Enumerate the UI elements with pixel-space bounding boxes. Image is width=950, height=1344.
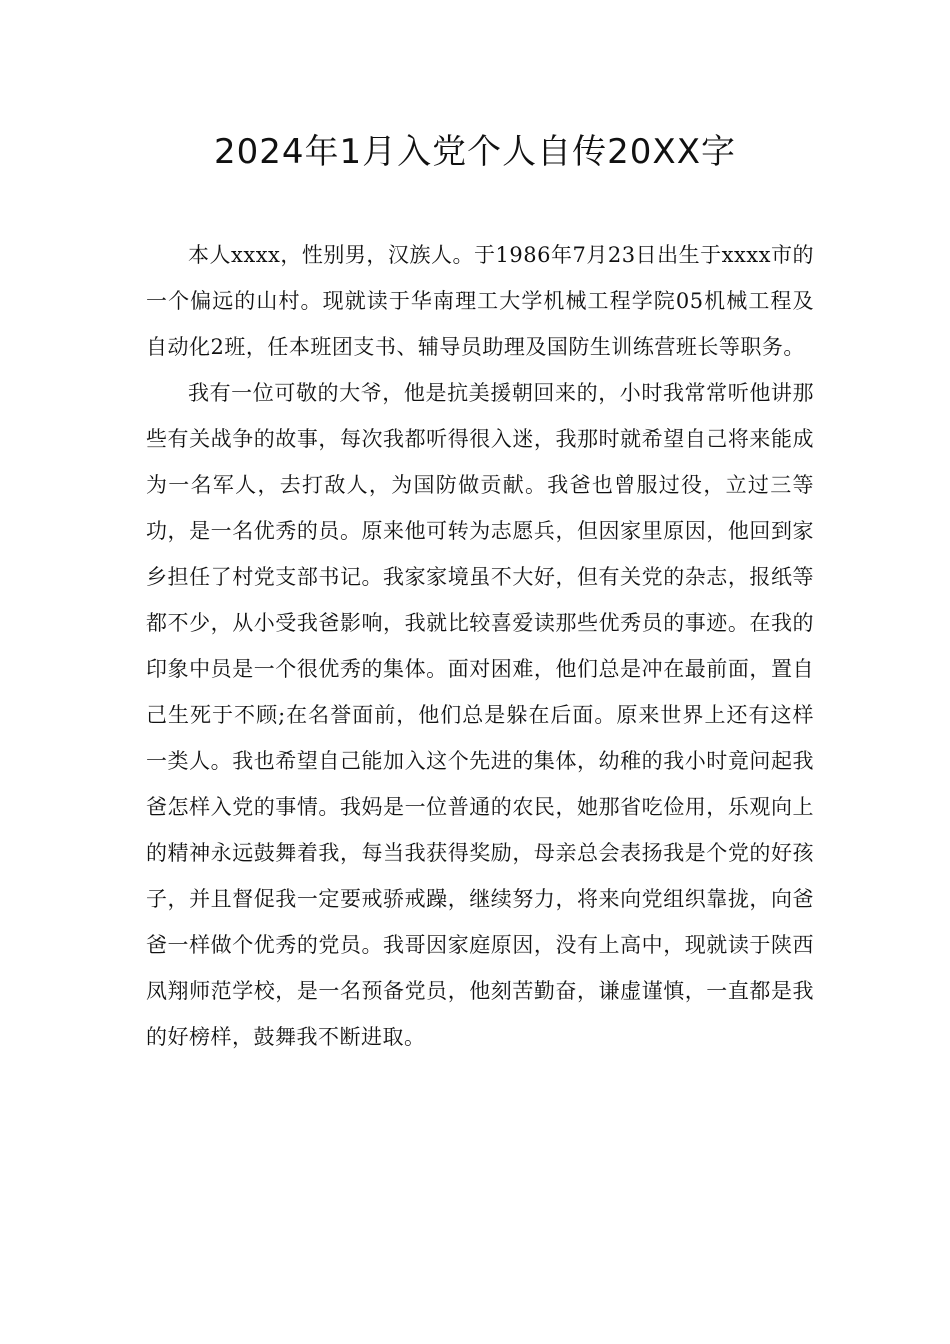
paragraph-intro: 本人xxxx，性别男，汉族人。于1986年7月23日出生于xxxx市的一个偏远的山村。现就读于华南理工大学机械工程学院05机械工程及自动化2班，任本班团支书、辅导员助理及国防生训练营班长等职务。 [146,243,814,359]
document-title: 2024年1月入党个人自传20XX字 [213,132,736,172]
document-body [146,232,814,1060]
paragraph-family-background: 我有一位可敬的大爷，他是抗美援朝回来的，小时我常常听他讲那些有关战争的故事，每次我都听得很入迷，我那时就希望自己将来能成为一名军人，去打敌人，为国防做贡献。我爸也曾服过役，立过三等功，是一名优秀的员。原来他可转为志愿兵，但因家里原因，他回到家乡担任了村党支部书记。我家家境虽不大好，但有关党的杂志，报纸等都不少，从小受我爸影响，我就比较喜爱读那些优秀员的事迹。在我的印象中员是一个很优秀的集体。面对困难，他们总是冲在最前面，置自己生死于不顾;在名誉面前，他们总是躲在后面。原来世界上还有这样一类人。我也希望自己能加入这个先进的集体，幼稚的我小时竟问起我爸怎样入党的事情。我妈是一位普通的农民，她那省吃俭用，乐观向上的精神永远鼓舞着我，每当我获得奖励，母亲总会表扬我是个党的好孩子，并且督促我一定要戒骄戒躁，继续努力，将来向党组织靠拢，向爸爸一样做个优秀的党员。我哥因家庭原因，没有上高中，现就读于陕西凤翔师范学校，是一名预备党员，他刻苦勤奋，谦虚谨慎，一直都是我的好榜样，鼓舞我不断进取。 [146,381,814,1049]
